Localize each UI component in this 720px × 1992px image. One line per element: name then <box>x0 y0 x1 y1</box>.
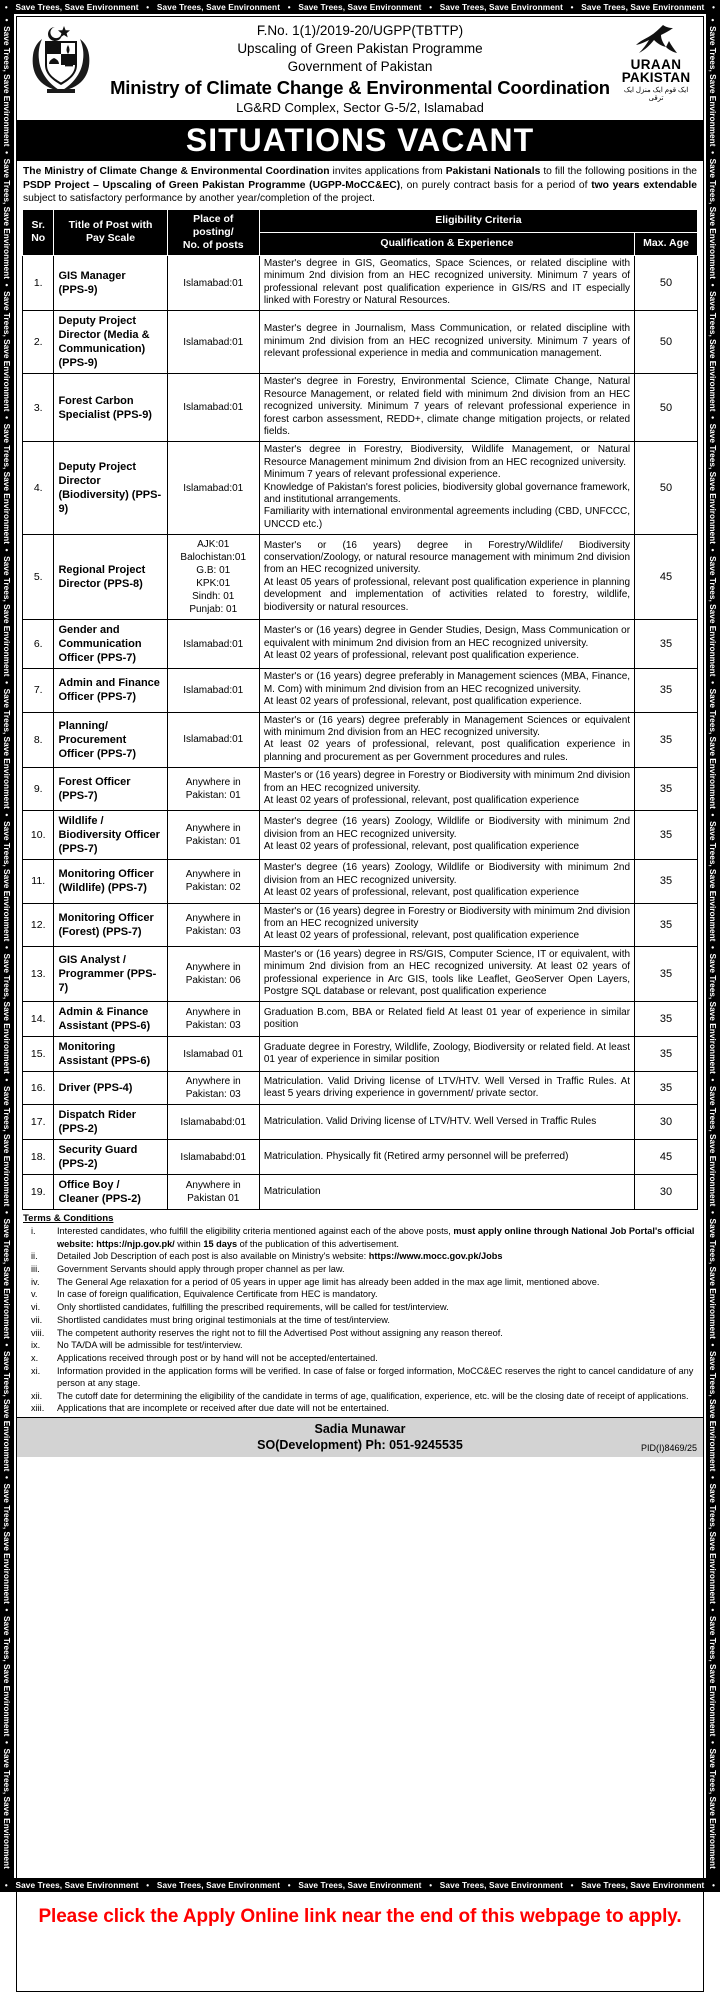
cell-qualification: Master's or (16 years) degree in Forestry or Biodiversity with minimum 2nd division from an HEC recognized university At least 02 years of professional, relevant, post qualification experience <box>259 903 634 946</box>
intro-paragraph: The Ministry of Climate Change & Environmental Coordination invites applications from Pakistani Nationals to fill the following positions in the PSDP Project – Upscaling of Green Pakistan Programme (UGPP-MoCC&EC), on purely contract basis for a period of two years extendable subject to satisfactory performance by another year/completion of the project. <box>23 166 698 205</box>
terms-item-text: Interested candidates, who fulfill the eligibility criteria mentioned against each of the above posts, must apply online through National Job Portal's official website: https://njp.gov.pk/ within 15 days of the publication of this advertisement. <box>57 1226 695 1249</box>
terms-item <box>23 1314 697 1326</box>
terms-item-number: vii. <box>31 1314 43 1325</box>
th-title: Title of Post with Pay Scale <box>54 209 167 255</box>
marquee-dot: • <box>146 2 150 12</box>
terms-item-number: xi. <box>31 1365 41 1376</box>
th-eligibility: Eligibility Criteria <box>259 209 697 232</box>
cell-qualification: Master's degree in Forestry, Biodiversity, Wildlife Management, or Natural Resource Management minimum 2nd division from an HEC recognized university. Minimum 7 years of relevant professional experience. Knowledge of Pakistan's forest policies, biodiversity global governance framework, and institutional arrangements. Familiarity with international environmental agreements including (CBD, UNFCCC, UNCCD etc.) <box>259 442 634 535</box>
table-row <box>23 712 698 768</box>
cell-post-title: Wildlife / Biodiversity Officer (PPS-7) <box>54 811 167 860</box>
cell-qualification: Master's degree in Forestry, Environmental Science, Climate Change, Natural Resource Management, or related field with minimum 2nd division from an HEC recognized university. Minimum 7 years of relevant professional experience in forest carbon assessment, REDD+, climate change mitigation projects, or related fields. <box>259 374 634 442</box>
marquee-dot: • <box>570 1880 574 1890</box>
terms-item <box>23 1339 697 1351</box>
table-row <box>23 442 698 535</box>
ministry-address: LG&RD Complex, Sector G-5/2, Islamabad <box>236 100 484 115</box>
cell-qualification: Master's or (16 years) degree preferably in Management Sciences or equivalent with minimum 2nd division from an HEC recognized university. At least 02 years of professional, relevant, post qualification experience in planning and procurement as per Government procedures and rules. <box>259 712 634 768</box>
emphasis-text: The Ministry of Climate Change & Environmental Coordination <box>23 166 330 177</box>
cell-max-age: 35 <box>635 620 698 669</box>
posts-table-body <box>23 255 698 1210</box>
save-trees-strip-top <box>0 0 720 14</box>
cell-post-title: Monitoring Assistant (PPS-6) <box>54 1037 167 1072</box>
table-row <box>23 860 698 903</box>
table-row <box>23 669 698 712</box>
file-number: F.No. 1(1)/2019-20/UGPP(TBTTP) <box>256 23 464 38</box>
cell-place-posts: Islamababd:01 <box>167 1140 259 1175</box>
cell-sr-no: 2. <box>23 311 54 374</box>
cell-qualification: Master's degree (16 years) Zoology, Wildlife or Biodiversity with minimum 2nd division from an HEC recognized university. At least 02 years of professional, relevant, post qualification experience <box>259 860 634 903</box>
posts-table <box>22 209 698 1211</box>
marquee-dot: • <box>287 2 291 12</box>
cell-place-posts: Islamababd:01 <box>167 1105 259 1140</box>
cell-sr-no: 13. <box>23 946 54 1002</box>
cell-max-age: 35 <box>635 712 698 768</box>
terms-item-number: xiii. <box>31 1403 45 1414</box>
cell-max-age: 35 <box>635 860 698 903</box>
cell-sr-no: 11. <box>23 860 54 903</box>
marquee-text: Save Trees, Save Environment <box>298 1880 422 1890</box>
cell-post-title: Forest Officer (PPS-7) <box>54 768 167 811</box>
cell-qualification: Matriculation. Valid Driving license of LTV/HTV. Well Versed in Traffic Rules <box>259 1105 634 1140</box>
marquee-text: Save Trees, Save Environment <box>439 1880 563 1890</box>
programme-name: Upscaling of Green Pakistan Programme <box>237 41 483 56</box>
terms-item-text: The General Age relaxation for a period of 05 years in upper age limit has already been added in the max age limit, mentioned above. <box>57 1276 600 1287</box>
cell-qualification: Matriculation. Physically fit (Retired army personnel will be preferred) <box>259 1140 634 1175</box>
cell-max-age: 50 <box>635 374 698 442</box>
uraan-urdu-tagline: ایک قوم ایک منزل ایک ترقی <box>623 87 689 102</box>
table-row <box>23 1175 698 1210</box>
terms-item-number: x. <box>31 1352 39 1363</box>
cell-post-title: Deputy Project Director (Biodiversity) (PPS-9) <box>54 442 167 535</box>
terms-item-text: In case of foreign qualification, Equivalence Certificate from HEC is mandatory. <box>57 1289 378 1300</box>
cell-sr-no: 17. <box>23 1105 54 1140</box>
cell-qualification: Graduation B.com, BBA or Related field At least 01 year of experience in similar position <box>259 1002 634 1037</box>
cell-sr-no: 9. <box>23 768 54 811</box>
cell-place-posts: Anywhere in Pakistan 01 <box>167 1175 259 1210</box>
cell-post-title: Monitoring Officer (Wildlife) (PPS-7) <box>54 860 167 903</box>
signature-block <box>17 1417 703 1457</box>
cell-sr-no: 16. <box>23 1072 54 1105</box>
signatory-name: Sadia Munawar <box>314 1421 406 1436</box>
cell-max-age: 35 <box>635 946 698 1002</box>
cell-place-posts: Islamabad:01 <box>167 620 259 669</box>
marquee-dot: • <box>429 1880 433 1890</box>
cell-place-posts: Islamabad:01 <box>167 712 259 768</box>
cell-post-title: GIS Manager (PPS-9) <box>54 255 167 311</box>
cell-qualification: Master's or (16 years) degree preferably in Management sciences (MBA, Finance, M. Com) with minimum 2nd division from an HEC recognized university. At least 02 years of professional, relevant, post qualification experience. <box>259 669 634 712</box>
terms-item-number: xii. <box>31 1390 43 1401</box>
pid-number: PID(I)8469/25 <box>640 1442 697 1453</box>
cell-qualification: Master's degree in Journalism, Mass Communication, or related discipline with minimum 2nd division from an HEC recognized university. Minimum 7 years of relevant professional experience in media and communication management. <box>259 311 634 374</box>
cell-max-age: 45 <box>635 535 698 620</box>
situations-vacant-banner: SITUATIONS VACANT <box>17 121 703 161</box>
cell-sr-no: 4. <box>23 442 54 535</box>
terms-item-number: vi. <box>31 1302 41 1313</box>
cell-post-title: Office Boy / Cleaner (PPS-2) <box>54 1175 167 1210</box>
ministry-name: Ministry of Climate Change & Environmental Coordination <box>110 77 610 98</box>
cell-max-age: 35 <box>635 768 698 811</box>
terms-item <box>23 1250 697 1262</box>
ad-frame <box>16 16 704 1992</box>
table-row <box>23 903 698 946</box>
marquee-text: Save Trees, Save Environment <box>581 1880 705 1890</box>
terms-item-number: viii. <box>31 1327 45 1338</box>
marquee-text: Save Trees, Save Environment <box>15 1880 139 1890</box>
terms-item-number: iv. <box>31 1276 40 1287</box>
terms-item-text: Detailed Job Description of each post is also available on Ministry's website: https://www.mocc.gov.pk/Jobs <box>57 1251 503 1262</box>
cell-sr-no: 12. <box>23 903 54 946</box>
table-row <box>23 255 698 311</box>
cell-post-title: Dispatch Rider (PPS-2) <box>54 1105 167 1140</box>
cell-place-posts: Islamabad:01 <box>167 374 259 442</box>
save-trees-strip-bottom <box>0 1878 720 1892</box>
marquee-dot: • <box>4 1880 8 1890</box>
terms-item <box>23 1263 697 1275</box>
cell-sr-no: 15. <box>23 1037 54 1072</box>
cell-qualification: Master's or (16 years) degree in Forestry or Biodiversity with minimum 2nd division from an HEC recognized university. At least 02 years of professional, relevant, post qualification experience <box>259 768 634 811</box>
terms-item-text: Only shortlisted candidates, fulfilling the prescribed requirements, will be called for test/interview. <box>57 1302 449 1313</box>
cell-max-age: 50 <box>635 442 698 535</box>
cell-qualification: Master's or (16 years) degree in Forestry/Wildlife/ Biodiversity conservation/Zoology, or natural resource management with minimum 2nd division from an HEC recognized university. At least 05 years of professional, relevant post qualification experience in planning development and implementation of activities related to forestry, wildlife, biodiversity or natural resources. <box>259 535 634 620</box>
emphasis-text: two years extendable <box>591 179 697 191</box>
table-row <box>23 1140 698 1175</box>
cell-post-title: Deputy Project Director (Media & Communication) (PPS-9) <box>54 311 167 374</box>
cell-max-age: 35 <box>635 811 698 860</box>
cell-qualification: Master's degree (16 years) Zoology, Wildlife or Biodiversity with minimum 2nd division from an HEC recognized university. At least 02 years of professional, relevant, post qualification experience <box>259 811 634 860</box>
terms-item <box>23 1327 697 1339</box>
falcon-icon <box>633 23 679 57</box>
emphasis-text: 15 days <box>203 1238 238 1249</box>
table-row <box>23 535 698 620</box>
terms-item-text: Information provided in the application forms will be verified. In case of false or forged information, MoCC&EC reserves the right to cancel candidature of any person at any stage. <box>57 1365 694 1388</box>
marquee-text: Save Trees, Save Environment <box>439 2 563 12</box>
terms-item-text: Applications received through post or by hand will not be accepted/entertained. <box>57 1352 378 1363</box>
uraan-line1: URAAN <box>630 57 682 72</box>
cell-max-age: 50 <box>635 255 698 311</box>
terms-item-text: The competent authority reserves the right not to fill the Advertised Post without assigning any reason thereof. <box>57 1327 503 1338</box>
cell-max-age: 35 <box>635 669 698 712</box>
cell-place-posts: Islamabad:01 <box>167 311 259 374</box>
terms-item-text: Applications that are incomplete or received after due date will not be entertained. <box>57 1403 389 1414</box>
marquee-text: Save Trees, Save Environment <box>298 2 422 12</box>
th-max-age: Max. Age <box>635 232 698 255</box>
th-sr-no: Sr. No <box>23 209 54 255</box>
terms-item-text: Shortlisted candidates must bring original testimonials at the time of test/interview. <box>57 1314 390 1325</box>
cell-max-age: 35 <box>635 903 698 946</box>
cell-qualification: Graduate degree in Forestry, Wildlife, Zoology, Biodiversity or related field. At least 01 year of experience in similar position <box>259 1037 634 1072</box>
marquee-text: Save Trees, Save Environment <box>581 2 705 12</box>
table-row <box>23 311 698 374</box>
posts-table-header <box>23 209 698 255</box>
terms-item-text: Government Servants should apply through proper channel as per law. <box>57 1264 345 1275</box>
emphasis-text: https://www.mocc.gov.pk/Jobs <box>368 1251 503 1262</box>
cell-sr-no: 6. <box>23 620 54 669</box>
cell-max-age: 50 <box>635 311 698 374</box>
terms-item <box>23 1402 697 1414</box>
cell-post-title: Security Guard (PPS-2) <box>54 1140 167 1175</box>
table-row <box>23 620 698 669</box>
cell-place-posts: Anywhere in Pakistan: 06 <box>167 946 259 1002</box>
terms-item-text: No TA/DA will be admissible for test/interview. <box>57 1340 243 1351</box>
cell-place-posts: Islamabad 01 <box>167 1037 259 1072</box>
marquee-dot: • <box>287 1880 291 1890</box>
terms-list <box>23 1225 697 1414</box>
uraan-pakistan-logo <box>617 23 695 102</box>
cell-post-title: Gender and Communication Officer (PPS-7) <box>54 620 167 669</box>
cell-place-posts: Islamabad:01 <box>167 255 259 311</box>
cell-post-title: Monitoring Officer (Forest) (PPS-7) <box>54 903 167 946</box>
table-row <box>23 1105 698 1140</box>
cell-qualification: Master's or (16 years) degree in Gender Studies, Design, Mass Communication or equivalent with minimum 2nd division from an HEC recognized university. At least 02 years of professional, relevant post qualification experience. <box>259 620 634 669</box>
terms-title: Terms & Conditions <box>23 1213 114 1225</box>
cell-max-age: 45 <box>635 1140 698 1175</box>
table-row <box>23 768 698 811</box>
terms-item <box>23 1352 697 1364</box>
emphasis-text: Pakistani Nationals <box>445 166 541 177</box>
emphasis-text: PSDP Project – Upscaling of Green Pakistan Programme (UGPP-MoCC&EC) <box>23 179 401 191</box>
cell-post-title: Admin & Finance Assistant (PPS-6) <box>54 1002 167 1037</box>
cell-max-age: 30 <box>635 1105 698 1140</box>
marquee-dot: • <box>146 1880 150 1890</box>
terms-item <box>23 1390 697 1402</box>
cell-sr-no: 14. <box>23 1002 54 1037</box>
cell-qualification: Matriculation. Valid Driving license of LTV/HTV. Well Versed in Traffic Rules. At least 5 years driving experience in government/ private sector. <box>259 1072 634 1105</box>
terms-item <box>23 1225 697 1249</box>
cell-post-title: GIS Analyst / Programmer (PPS-7) <box>54 946 167 1002</box>
terms-and-conditions <box>17 1210 703 1417</box>
cell-max-age: 35 <box>635 1072 698 1105</box>
cell-sr-no: 1. <box>23 255 54 311</box>
terms-item <box>23 1301 697 1313</box>
terms-item <box>23 1276 697 1288</box>
marquee-text: Save Trees, Save Environment <box>15 2 139 12</box>
cell-post-title: Driver (PPS-4) <box>54 1072 167 1105</box>
cell-post-title: Forest Carbon Specialist (PPS-9) <box>54 374 167 442</box>
cell-place-posts: AJK:01 Balochistan:01 G.B: 01 KPK:01 Sindh: 01 Punjab: 01 <box>167 535 259 620</box>
emphasis-text: must apply online through National Job Portal's official website: https://njp.gov.pk/ <box>57 1226 695 1249</box>
cell-post-title: Regional Project Director (PPS-8) <box>54 535 167 620</box>
marquee-dot: • <box>712 1880 716 1890</box>
cell-place-posts: Anywhere in Pakistan: 03 <box>167 1072 259 1105</box>
cell-max-age: 35 <box>635 1002 698 1037</box>
cell-place-posts: Islamabad:01 <box>167 669 259 712</box>
government-name: Government of Pakistan <box>287 59 433 74</box>
th-place: Place of posting/ No. of posts <box>167 209 259 255</box>
signatory-role: SO(Development) Ph: 051-9245535 <box>257 1437 463 1452</box>
cell-max-age: 30 <box>635 1175 698 1210</box>
table-row <box>23 946 698 1002</box>
cell-sr-no: 7. <box>23 669 54 712</box>
terms-item <box>23 1365 697 1389</box>
table-row <box>23 811 698 860</box>
terms-item-number: i. <box>31 1226 36 1237</box>
cell-place-posts: Islamabad:01 <box>167 442 259 535</box>
cell-place-posts: Anywhere in Pakistan: 01 <box>167 768 259 811</box>
marquee-dot: • <box>712 2 716 12</box>
cell-sr-no: 10. <box>23 811 54 860</box>
cell-sr-no: 3. <box>23 374 54 442</box>
marquee-dot: • <box>570 2 574 12</box>
table-row <box>23 374 698 442</box>
th-qualification: Qualification & Experience <box>259 232 634 255</box>
terms-item-number: iii. <box>31 1264 40 1275</box>
cell-qualification: Master's degree in GIS, Geomatics, Space Sciences, or related discipline with minimum 2nd division from an HEC recognized university. Minimum 7 years of professional relevant post qualification experience in GIS/RS and IT especially linked with Forestry or Natural Resources. <box>259 255 634 311</box>
cell-sr-no: 5. <box>23 535 54 620</box>
cell-qualification: Master's or (16 years) degree in RS/GIS, Computer Science, IT or equivalent, with minimum 2nd division from an HEC recognized university. At least 02 years of professional experience in Arc GIS, tools like Leaflet, GeoServer Open Layers, Postgre SQL database or relevant, post qualification experience <box>259 946 634 1002</box>
save-trees-strip-left: • Save Trees, Save Environment • Save Trees, Save Environment • Save Trees, Save Environment • Save Trees, Save Environment • Save Trees, Save Environment • Save Trees, Save Environment • Save Trees, Save Environment • Save Trees, Save Environment • Save Trees, Save Environment • Save Trees, Save Environment • Save Trees, Save Environment • Save Trees, Save Environment • Save Trees, Save Environment • Save Trees, Save Environment <box>0 14 14 1878</box>
cell-max-age: 35 <box>635 1037 698 1072</box>
marquee-text: Save Trees, Save Environment <box>156 1880 281 1890</box>
cell-place-posts: Anywhere in Pakistan: 01 <box>167 811 259 860</box>
ad-header <box>17 17 703 121</box>
table-row <box>23 1037 698 1072</box>
cell-sr-no: 18. <box>23 1140 54 1175</box>
cell-place-posts: Anywhere in Pakistan: 03 <box>167 903 259 946</box>
cell-sr-no: 8. <box>23 712 54 768</box>
uraan-line2: PAKISTAN <box>621 70 691 85</box>
terms-item <box>23 1288 697 1300</box>
cell-post-title: Admin and Finance Officer (PPS-7) <box>54 669 167 712</box>
cell-sr-no: 19. <box>23 1175 54 1210</box>
terms-item-text: The cutoff date for determining the eligibility of the candidate in terms of age, qualification, experience, etc. will be the closing date of receipt of applications. <box>57 1390 689 1401</box>
cell-post-title: Planning/ Procurement Officer (PPS-7) <box>54 712 167 768</box>
marquee-dot: • <box>429 2 433 12</box>
cell-qualification: Matriculation <box>259 1175 634 1210</box>
cell-place-posts: Anywhere in Pakistan: 03 <box>167 1002 259 1037</box>
cell-place-posts: Anywhere in Pakistan: 02 <box>167 860 259 903</box>
marquee-text: Save Trees, Save Environment <box>156 2 281 12</box>
pakistan-state-emblem-icon <box>25 21 97 99</box>
table-row <box>23 1072 698 1105</box>
table-row <box>23 1002 698 1037</box>
save-trees-strip-right: • Save Trees, Save Environment • Save Trees, Save Environment • Save Trees, Save Environment • Save Trees, Save Environment • Save Trees, Save Environment • Save Trees, Save Environment • Save Trees, Save Environment • Save Trees, Save Environment • Save Trees, Save Environment • Save Trees, Save Environment • Save Trees, Save Environment • Save Trees, Save Environment • Save Trees, Save Environment • Save Trees, Save Environment <box>706 14 720 1878</box>
terms-item-number: v. <box>31 1289 38 1300</box>
terms-item-number: ix. <box>31 1340 41 1351</box>
terms-item-number: ii. <box>31 1251 38 1262</box>
apply-online-note: Please click the Apply Online link near the end of this webpage to apply. <box>38 1906 682 1927</box>
marquee-dot: • <box>4 2 8 12</box>
